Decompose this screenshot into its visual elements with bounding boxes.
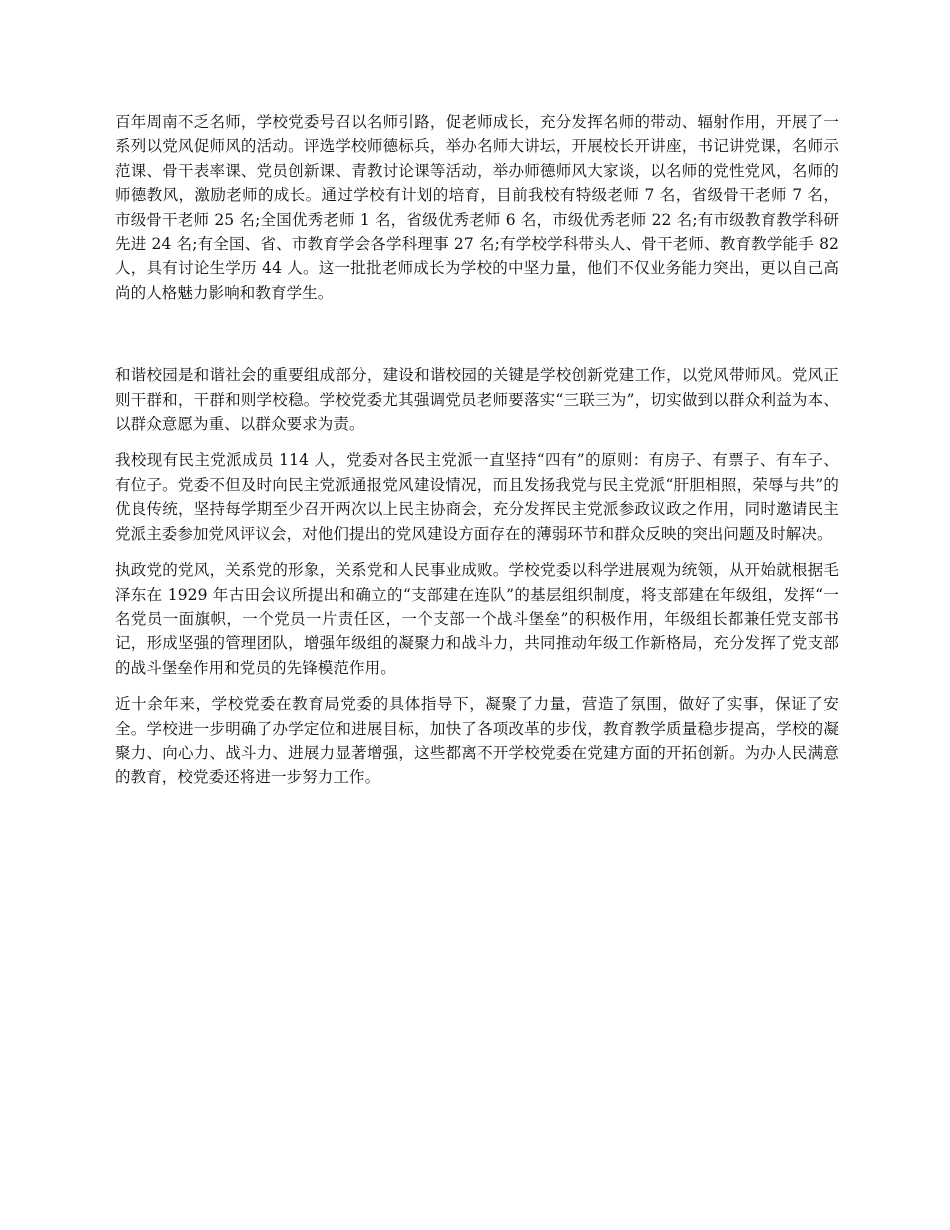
paragraph-party-branch: 执政党的党风，关系党的形象，关系党和人民事业成败。学校党委以科学进展观为统领，从开始就根据毛泽东在 1929 年古田会议所提出和确立的“支部建在连队”的基层组织制度，将支部建在年级组，发挥“一名党员一面旗帜，一个党员一片责任区，一个支部一个战斗堡垒”的积极作用，年级组长都兼任党支部书记，形成坚强的管理团队，增强年级组的凝聚力和战斗力，共同推动年级工作新格局，充分发挥了党支部的战斗堡垒作用和党员的先锋模范作用。 bbox=[115, 561, 839, 677]
paragraph-democratic-parties: 我校现有民主党派成员 114 人，党委对各民主党派一直坚持“四有”的原则：有房子、有票子、有车子、有位子。党委不但及时向民主党派通报党风建设情况，而且发扬我党与民主党派“肝胆相照，荣辱与共”的优良传统，坚持每学期至少召开两次以上民主协商会，充分发挥民主党派参政议政之作用，同时邀请民主党派主委参加党风评议会，对他们提出的党风建设方面存在的薄弱环节和群众反映的突出问题及时解决。 bbox=[115, 451, 839, 543]
document-page bbox=[115, 110, 839, 802]
section-gap bbox=[115, 305, 839, 363]
paragraph-famous-teachers: 百年周南不乏名师，学校党委号召以名师引路，促老师成长，充分发挥名师的带动、辐射作用，开展了一系列以党风促师风的活动。评选学校师德标兵，举办名师大讲坛，开展校长开讲座，书记讲党课，名师示范课、骨干表率课、党员创新课、青教讨论课等活动，举办师德师风大家谈，以名师的党性党风，名师的师德教风，激励老师的成长。通过学校有计划的培育，目前我校有特级老师 7 名，省级骨干老师 7 名，市级骨干老师 25 名;全国优秀老师 1 名，省级优秀老师 6 名，市级优秀老师 22 名;有市级教育教学科研先进 24 名;有全国、省、市教育学会各学科理事 27 名;有学校学科带头人、骨干老师、教育教学能手 82 人，具有讨论生学历 44 人。这一批批老师成长为学校的中坚力量，他们不仅业务能力突出，更以自己高尚的人格魅力影响和教育学生。 bbox=[115, 113, 839, 302]
paragraph-conclusion: 近十余年来，学校党委在教育局党委的具体指导下，凝聚了力量，营造了氛围，做好了实事，保证了安全。学校进一步明确了办学定位和进展目标，加快了各项改革的步伐，教育教学质量稳步提高，学校的凝聚力、向心力、战斗力、进展力显著增强，这些都离不开学校党委在党建方面的开拓创新。为办人民满意的教育，校党委还将进一步努力工作。 bbox=[115, 695, 839, 787]
paragraph-harmonious-campus: 和谐校园是和谐社会的重要组成部分，建设和谐校园的关键是学校创新党建工作，以党风带师风。党风正则干群和，干群和则学校稳。学校党委尤其强调党员老师要落实“三联三为”，切实做到以群众利益为本、以群众意愿为重、以群众要求为责。 bbox=[115, 366, 839, 434]
